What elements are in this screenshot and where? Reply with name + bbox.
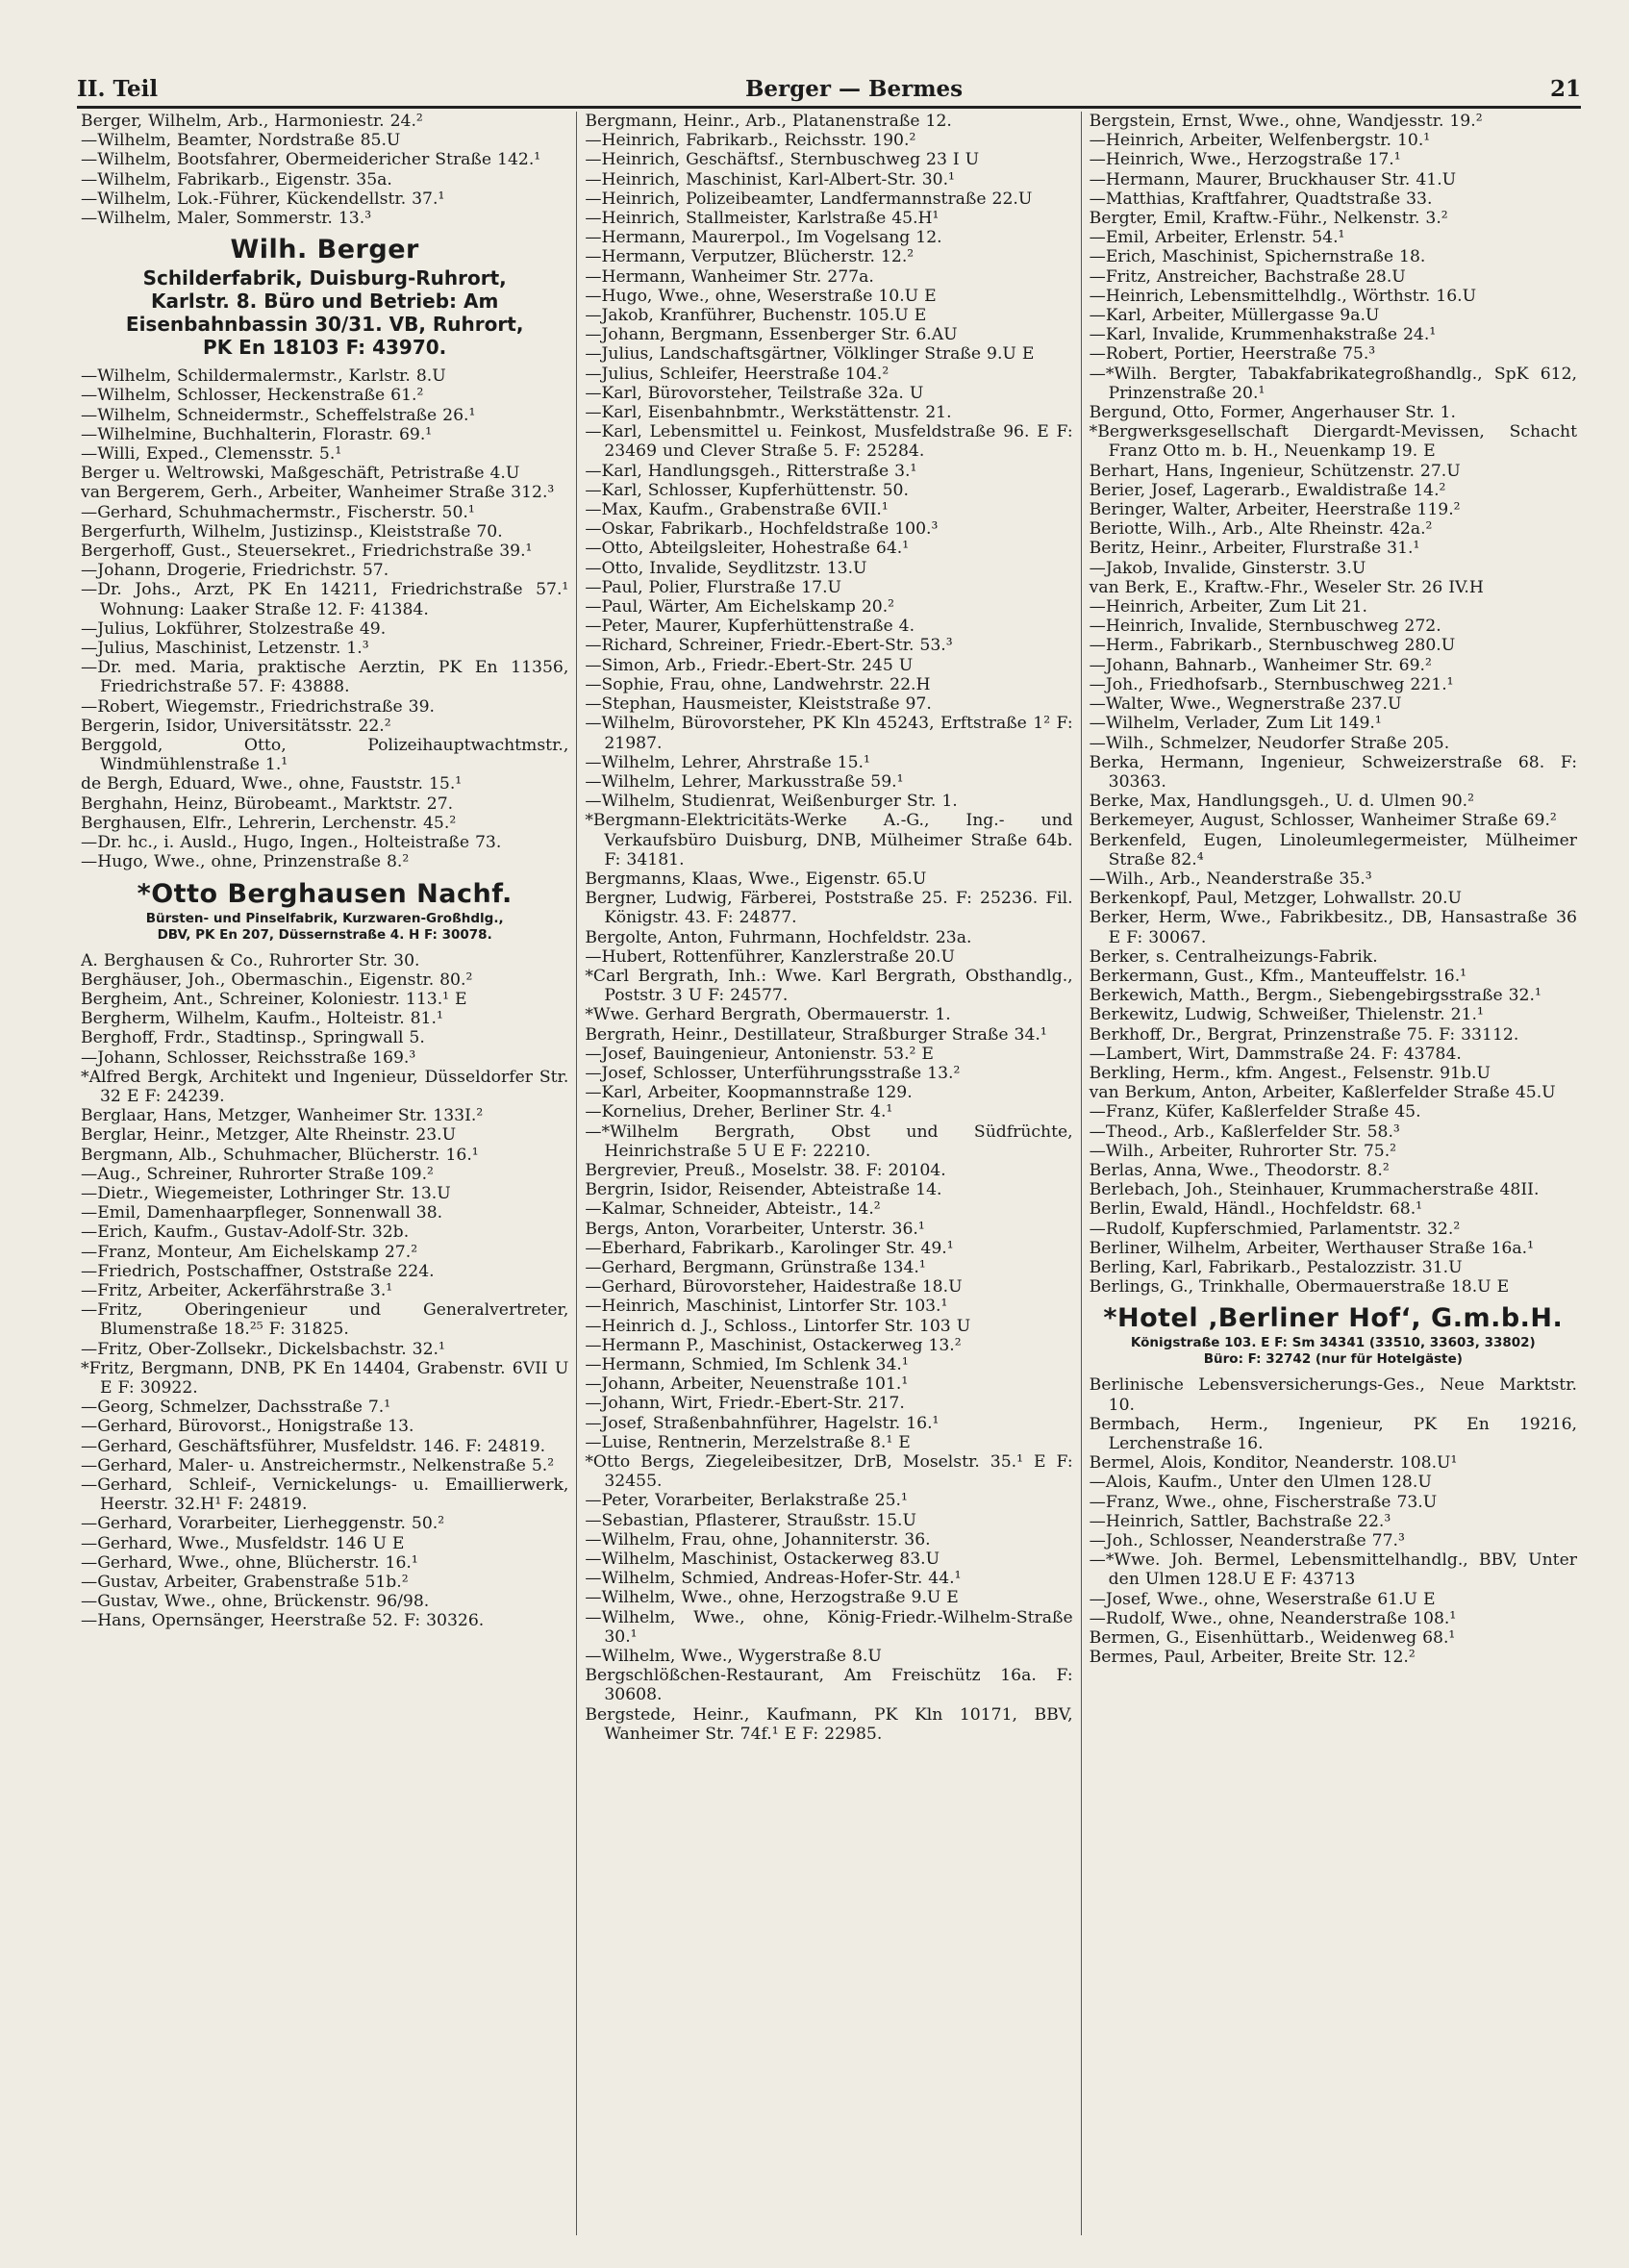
directory-entry: Bergherm, Wilhelm, Kaufm., Holteistr. 81.¹ xyxy=(81,1009,443,1029)
directory-entry: —*Wilhelm Bergrath, Obst und Südfrüchte, Heinrichstraße 5 U E F: 22210. xyxy=(585,1121,1073,1161)
directory-entry: —Karl, Eisenbahnbmtr., Werkstättenstr. 21. xyxy=(585,403,952,423)
directory-entry: —Richard, Schreiner, Friedr.-Ebert-Str. 53.³ xyxy=(585,636,953,656)
directory-entry: Bergerhoff, Gust., Steuersekret., Friedrichstraße 39.¹ xyxy=(81,542,533,562)
directory-entry: Bergmann, Heinr., Arb., Platanenstraße 12. xyxy=(585,112,952,131)
directory-entry: —Heinrich, Maschinist, Karl-Albert-Str. 30.¹ xyxy=(585,169,955,189)
directory-entry: —Heinrich, Stallmeister, Karlstraße 45.H¹ xyxy=(585,209,940,229)
directory-entry: A. Berghausen & Co., Ruhrorter Str. 30. xyxy=(81,950,420,970)
ad-line: Bürsten- und Pinselfabrik, Kurzwaren-Großhdlg., xyxy=(145,910,504,926)
directory-entry: —Wilhelm, Maler, Sommerstr. 13.³ xyxy=(81,209,372,229)
directory-entry: Berkling, Herm., kfm. Angest., Felsenstr. 91b.U xyxy=(1089,1063,1491,1083)
directory-entry: —Gerhard, Wwe., Musfeldstr. 146 U E xyxy=(81,1533,405,1553)
directory-entry: *Bergwerksgesellschaft Diergardt-Mevissen, Schacht Franz Otto m. b. H., Neuenkamp 19. E xyxy=(1089,422,1577,462)
directory-entry: —Paul, Wärter, Am Eichelskamp 20.² xyxy=(585,597,895,617)
directory-entry: —Hermann, Wanheimer Str. 277a. xyxy=(585,266,874,287)
directory-entry: Berkewich, Matth., Bergm., Siebengebirgsstraße 32.¹ xyxy=(1089,986,1541,1006)
directory-entry: —Wilhelm, Fabrikarb., Eigenstr. 35a. xyxy=(81,169,392,189)
directory-entry: —Jakob, Kranführer, Buchenstr. 105.U E xyxy=(585,306,927,326)
directory-entry: —Wilhelm, Schmied, Andreas-Hofer-Str. 44.¹ xyxy=(585,1569,962,1589)
directory-entry: —Gerhard, Wwe., ohne, Blücherstr. 16.¹ xyxy=(81,1552,418,1573)
directory-entry: —Robert, Wiegemstr., Friedrichstraße 39. xyxy=(81,696,436,717)
directory-entry: de Bergh, Eduard, Wwe., ohne, Fauststr. 15.¹ xyxy=(81,774,463,794)
directory-entry: —*Wwe. Joh. Bermel, Lebensmittelhandlg., BBV, Unter den Ulmen 128.U E F: 43713 xyxy=(1089,1550,1577,1590)
directory-entry: —Herm., Fabrikarb., Sternbuschweg 280.U xyxy=(1089,636,1456,656)
ad-line: Eisenbahnbassin 30/31. VB, Ruhrort, xyxy=(125,313,524,337)
directory-entry: —Gerhard, Bürovorst., Honigstraße 13. xyxy=(81,1417,414,1437)
directory-entry: —Wilhelm, Studienrat, Weißenburger Str. 1. xyxy=(585,792,958,812)
directory-entry: —Stephan, Hausmeister, Kleiststraße 97. xyxy=(585,694,932,715)
directory-entry: —Heinrich, Arbeiter, Welfenbergstr. 10.¹ xyxy=(1089,131,1431,151)
directory-entry: —Lambert, Wirt, Dammstraße 24. F: 43784. xyxy=(1089,1044,1462,1064)
directory-entry: —Peter, Maurer, Kupferhüttenstraße 4. xyxy=(585,617,915,637)
directory-entry: Berghausen, Elfr., Lehrerin, Lerchenstr. 45.² xyxy=(81,813,457,833)
ad-line: Königstraße 103. E F: Sm 34341 (33510, 33603, 33802) xyxy=(1130,1335,1536,1351)
directory-entry: —Rudolf, Wwe., ohne, Neanderstraße 108.¹ xyxy=(1089,1608,1457,1628)
directory-entry: —Hugo, Wwe., ohne, Weserstraße 10.U E xyxy=(585,286,937,306)
directory-entry: Bergrevier, Preuß., Moselstr. 38. F: 20104. xyxy=(585,1160,946,1180)
directory-entry: —Peter, Vorarbeiter, Berlakstraße 25.¹ xyxy=(585,1491,908,1511)
directory-entry: —Willi, Exped., Clemensstr. 5.¹ xyxy=(81,444,342,465)
directory-entry: Berghoff, Frdr., Stadtinsp., Springwall 5. xyxy=(81,1028,425,1048)
directory-entry: —Alois, Kaufm., Unter den Ulmen 128.U xyxy=(1089,1473,1432,1493)
directory-entry: —Dietr., Wiegemeister, Lothringer Str. 13.U xyxy=(81,1183,451,1203)
ad-line: Büro: F: 32742 (nur für Hotelgäste) xyxy=(1203,1351,1463,1368)
directory-entry: —Wilh., Arb., Neanderstraße 35.³ xyxy=(1089,869,1372,889)
directory-entry: —Heinrich, Geschäftsf., Sternbuschweg 23 I U xyxy=(585,150,980,170)
directory-entry: —Heinrich d. J., Schloss., Lintorfer Str. 103 U xyxy=(585,1316,971,1336)
directory-entry: —Rudolf, Kupferschmied, Parlamentstr. 32.² xyxy=(1089,1219,1461,1239)
directory-entry: —Gerhard, Schuhmachermstr., Fischerstr. 50.¹ xyxy=(81,502,475,522)
page-header xyxy=(77,67,1581,109)
column-1 xyxy=(81,112,576,2235)
directory-entry: Berliner, Wilhelm, Arbeiter, Werthauser Straße 16a.¹ xyxy=(1089,1238,1534,1258)
advertisement-hotel-berliner-hof xyxy=(1090,1302,1577,1368)
directory-entry: Beritz, Heinr., Arbeiter, Flurstraße 31.¹ xyxy=(1089,539,1420,559)
directory-entry: —Wilhelm, Wwe., ohne, König-Friedr.-Wilhelm-Straße 30.¹ xyxy=(585,1607,1073,1647)
ad-title: Wilh. Berger xyxy=(230,235,419,265)
directory-entry: —Dr. Johs., Arzt, PK En 14211, Friedrichstraße 57.¹ Wohnung: Laaker Straße 12. F: 41384. xyxy=(81,580,569,619)
directory-entry: —Heinrich, Sattler, Bachstraße 22.³ xyxy=(1089,1511,1391,1531)
directory-entry: —Gerhard, Vorarbeiter, Lierheggenstr. 50.² xyxy=(81,1514,445,1534)
directory-entry: Bergstein, Ernst, Wwe., ohne, Wandjesstr. 19.² xyxy=(1089,112,1483,131)
directory-entry: —Josef, Schlosser, Unterführungsstraße 13.² xyxy=(585,1063,961,1083)
directory-entry: Berglar, Heinr., Metzger, Alte Rheinstr. 23.U xyxy=(81,1125,457,1146)
directory-entry: Berggold, Otto, Polizeihauptwachtmstr., Windmühlenstraße 1.¹ xyxy=(81,736,569,775)
directory-entry: —Oskar, Fabrikarb., Hochfeldstraße 100.³ xyxy=(585,519,939,540)
directory-entry: —Wilhelm, Beamter, Nordstraße 85.U xyxy=(81,131,401,151)
directory-entry: —Robert, Portier, Heerstraße 75.³ xyxy=(1089,344,1376,365)
directory-entry: —Hermann, Schmied, Im Schlenk 34.¹ xyxy=(585,1355,909,1374)
directory-entry: Berker, s. Centralheizungs-Fabrik. xyxy=(1089,946,1378,967)
directory-entry: —Heinrich, Invalide, Sternbuschweg 272. xyxy=(1089,617,1441,637)
directory-entry: —Joh., Schlosser, Neanderstraße 77.³ xyxy=(1089,1531,1405,1551)
directory-entry: —Fritz, Oberingenieur und Generalvertreter, Blumenstraße 18.²⁵ F: 31825. xyxy=(81,1300,569,1340)
directory-entry: Berghäuser, Joh., Obermaschin., Eigenstr. 80.² xyxy=(81,970,473,990)
directory-entry: —Josef, Straßenbahnführer, Hagelstr. 16.¹ xyxy=(585,1413,940,1433)
directory-entry: —Eberhard, Fabrikarb., Karolinger Str. 49.¹ xyxy=(585,1238,954,1258)
directory-entry: —Josef, Wwe., ohne, Weserstraße 61.U E xyxy=(1089,1589,1436,1609)
directory-entry: —Wilhelm, Bürovorsteher, PK Kln 45243, Erftstraße 1² F: 21987. xyxy=(585,714,1073,753)
directory-entry: Bermel, Alois, Konditor, Neanderstr. 108.U¹ xyxy=(1089,1453,1458,1474)
column-2 xyxy=(576,112,1080,2235)
directory-entry: —Theod., Arb., Kaßlerfelder Str. 58.³ xyxy=(1089,1121,1400,1142)
directory-entry: —Julius, Lokführer, Stolzestraße 49. xyxy=(81,618,387,639)
directory-entry: —Wilhelm, Schneidermstr., Scheffelstraße 26.¹ xyxy=(81,405,476,425)
running-title: Berger — Bermes xyxy=(744,76,964,102)
directory-entry: —Aug., Schreiner, Ruhrorter Straße 109.² xyxy=(81,1164,434,1184)
advertisement-wilh-berger xyxy=(81,234,568,359)
directory-entry: —Wilh., Arbeiter, Ruhrorter Str. 75.² xyxy=(1089,1141,1397,1161)
directory-entry: —Johann, Schlosser, Reichsstraße 169.³ xyxy=(81,1047,416,1068)
directory-entry: Berkhoff, Dr., Bergrat, Prinzenstraße 75. F: 33112. xyxy=(1089,1024,1519,1045)
directory-entry: —Wilhelm, Wwe., Wygerstraße 8.U xyxy=(585,1647,882,1667)
directory-entry: —Hermann P., Maschinist, Ostackerweg 13.² xyxy=(585,1335,962,1355)
directory-entry: Bergs, Anton, Vorarbeiter, Unterstr. 36.¹ xyxy=(585,1219,925,1239)
directory-entry: Berger, Wilhelm, Arb., Harmoniestr. 24.² xyxy=(81,112,423,131)
directory-entry: Berlas, Anna, Wwe., Theodorstr. 8.² xyxy=(1089,1160,1390,1180)
directory-entry: —Erich, Maschinist, Spichernstraße 18. xyxy=(1089,247,1426,267)
directory-entry: Bergner, Ludwig, Färberei, Poststraße 25. F: 25236. Fil. Königstr. 43. F: 24877. xyxy=(585,889,1073,928)
directory-entry: Bergrath, Heinr., Destillateur, Straßburger Straße 34.¹ xyxy=(585,1024,1047,1045)
directory-entry: Berkenfeld, Eugen, Linoleumlegermeister, Mülheimer Straße 82.⁴ xyxy=(1089,830,1577,869)
directory-entry: Berier, Josef, Lagerarb., Ewaldistraße 14.² xyxy=(1089,480,1446,500)
directory-entry: —Franz, Küfer, Kaßlerfelder Straße 45. xyxy=(1089,1102,1421,1122)
directory-entry: Bergmanns, Klaas, Wwe., Eigenstr. 65.U xyxy=(585,869,927,889)
directory-entry: —Luise, Rentnerin, Merzelstraße 8.¹ E xyxy=(585,1432,911,1452)
directory-entry: Berka, Hermann, Ingenieur, Schweizerstraße 68. F: 30363. xyxy=(1089,752,1577,792)
directory-entry: —Heinrich, Fabrikarb., Reichsstr. 190.² xyxy=(585,131,916,151)
directory-entry: —Heinrich, Maschinist, Lintorfer Str. 103.¹ xyxy=(585,1297,948,1317)
directory-entry: —Wilhelm, Maschinist, Ostackerweg 83.U xyxy=(585,1550,940,1570)
directory-entry: —Dr. med. Maria, praktische Aerztin, PK En 11356, Friedrichstraße 57. F: 43888. xyxy=(81,658,569,697)
ad-title: *Hotel ‚Berliner Hof‘, G.m.b.H. xyxy=(1103,1303,1564,1334)
directory-entry: *Otto Bergs, Ziegeleibesitzer, DrB, Moselstr. 35.¹ E F: 32455. xyxy=(585,1452,1073,1492)
directory-entry: —Hermann, Maurerpol., Im Vogelsang 12. xyxy=(585,228,942,248)
directory-entry: —Hermann, Verputzer, Blücherstr. 12.² xyxy=(585,247,915,267)
advertisement-otto-berghausen xyxy=(81,878,568,944)
ad-line: PK En 18103 F: 43970. xyxy=(203,336,447,360)
directory-entry: —*Wilh. Bergter, Tabakfabrikategroßhandlg., SpK 612, Prinzenstraße 20.¹ xyxy=(1089,364,1577,403)
directory-entry: —Wilh., Schmelzer, Neudorfer Straße 205. xyxy=(1089,733,1450,753)
directory-entry: —Kalmar, Schneider, Abteistr., 14.² xyxy=(585,1199,881,1220)
directory-entry: —Joh., Friedhofsarb., Sternbuschweg 221.¹ xyxy=(1089,674,1454,694)
directory-entry: —Julius, Maschinist, Letzenstr. 1.³ xyxy=(81,639,369,659)
page-number: 21 xyxy=(1549,76,1581,102)
directory-entry: Berkenkopf, Paul, Metzger, Lohwallstr. 20.U xyxy=(1089,889,1463,909)
directory-entry: —Gerhard, Schleif-, Vernickelungs- u. Emaillierwerk, Heerstr. 32.H¹ F: 24819. xyxy=(81,1474,569,1515)
directory-entry: —Max, Kaufm., Grabenstraße 6VII.¹ xyxy=(585,500,889,520)
directory-entry: —Johann, Bergmann, Essenberger Str. 6.AU xyxy=(585,325,958,345)
directory-entry: —Wilhelm, Schildermalermstr., Karlstr. 8.U xyxy=(81,366,446,387)
directory-entry: Bergrin, Isidor, Reisender, Abteistraße 14. xyxy=(585,1180,942,1200)
directory-entry: Berhart, Hans, Ingenieur, Schützenstr. 27.U xyxy=(1089,461,1461,481)
directory-entry: van Bergerem, Gerh., Arbeiter, Wanheimer Straße 312.³ xyxy=(81,483,555,503)
directory-entry: Berker, Herm, Wwe., Fabrikbesitz., DB, Hansastraße 36 E F: 30067. xyxy=(1089,908,1577,947)
ad-line: Schilderfabrik, Duisburg-Ruhrort, xyxy=(142,266,507,290)
directory-entry: —Karl, Invalide, Krummenhakstraße 24.¹ xyxy=(1089,325,1437,345)
directory-entry: —Josef, Bauingenieur, Antonienstr. 53.² E xyxy=(585,1044,934,1064)
directory-columns xyxy=(81,112,1585,2235)
directory-entry: —Hugo, Wwe., ohne, Prinzenstraße 8.² xyxy=(81,852,410,872)
directory-entry: Berkewitz, Ludwig, Schweißer, Thielenstr. 21.¹ xyxy=(1089,1005,1484,1025)
directory-entry: —Sebastian, Pflasterer, Straußstr. 15.U xyxy=(585,1510,916,1530)
directory-entry: —Franz, Monteur, Am Eichelskamp 27.² xyxy=(81,1242,418,1262)
ad-line: Karlstr. 8. Büro und Betrieb: Am xyxy=(151,290,499,314)
directory-entry: Berke, Max, Handlungsgeh., U. d. Ulmen 90.² xyxy=(1089,792,1475,812)
directory-entry: —Kornelius, Dreher, Berliner Str. 4.¹ xyxy=(585,1102,893,1122)
directory-entry: —Karl, Arbeiter, Koopmannstraße 129. xyxy=(585,1083,913,1103)
directory-entry: —Fritz, Arbeiter, Ackerfährstraße 3.¹ xyxy=(81,1280,393,1300)
directory-entry: —Julius, Schleifer, Heerstraße 104.² xyxy=(585,364,890,384)
directory-entry: Berghahn, Heinz, Bürobeamt., Marktstr. 27. xyxy=(81,794,454,814)
directory-entry: van Berkum, Anton, Arbeiter, Kaßlerfelder Straße 45.U xyxy=(1089,1083,1556,1103)
directory-entry: —Heinrich, Lebensmittelhdlg., Wörthstr. 16.U xyxy=(1089,286,1477,306)
directory-entry: Bergschlößchen-Restaurant, Am Freischütz 16a. F: 30608. xyxy=(585,1666,1073,1705)
directory-entry: —Karl, Schlosser, Kupferhüttenstr. 50. xyxy=(585,480,909,500)
directory-entry: —Matthias, Kraftfahrer, Quadtstraße 33. xyxy=(1089,189,1433,209)
directory-entry: —Emil, Arbeiter, Erlenstr. 54.¹ xyxy=(1089,228,1345,248)
directory-entry: —Wilhelm, Schlosser, Heckenstraße 61.² xyxy=(81,386,424,406)
directory-entry: —Hermann, Maurer, Bruckhauser Str. 41.U xyxy=(1089,169,1457,189)
directory-entry: —Johann, Drogerie, Friedrichstr. 57. xyxy=(81,561,389,581)
directory-entry: Bermbach, Herm., Ingenieur, PK En 19216, Lerchenstraße 16. xyxy=(1089,1414,1577,1453)
directory-entry: —Dr. hc., i. Ausld., Hugo, Ingen., Holteistraße 73. xyxy=(81,833,502,853)
directory-entry: —Sophie, Frau, ohne, Landwehrstr. 22.H xyxy=(585,674,931,694)
directory-entry: Bergerin, Isidor, Universitätsstr. 22.² xyxy=(81,716,391,736)
directory-entry: Bermen, G., Eisenhüttarb., Weidenweg 68.¹ xyxy=(1089,1628,1456,1649)
directory-entry: —Wilhelm, Frau, ohne, Johanniterstr. 36. xyxy=(585,1529,931,1550)
directory-entry: —Heinrich, Wwe., Herzogstraße 17.¹ xyxy=(1089,150,1401,170)
directory-entry: —Franz, Wwe., ohne, Fischerstraße 73.U xyxy=(1089,1492,1438,1512)
directory-entry: Berkermann, Gust., Kfm., Manteuffelstr. 16.¹ xyxy=(1089,966,1467,986)
column-3 xyxy=(1081,112,1585,2235)
directory-entry: —Wilhelm, Wwe., ohne, Herzogstraße 9.U E xyxy=(585,1588,959,1608)
directory-entry: —Simon, Arb., Friedr.-Ebert-Str. 245 U xyxy=(585,655,914,675)
directory-entry: —Walter, Wwe., Wegnerstraße 237.U xyxy=(1089,694,1402,715)
directory-entry: —Jakob, Invalide, Ginsterstr. 3.U xyxy=(1089,558,1366,578)
directory-entry: —Gerhard, Maler- u. Anstreichermstr., Nelkenstraße 5.² xyxy=(81,1455,555,1475)
directory-entry: Bergmann, Alb., Schuhmacher, Blücherstr. 16.¹ xyxy=(81,1145,479,1165)
directory-entry: —Hubert, Rottenführer, Kanzlerstraße 20.U xyxy=(585,946,956,967)
directory-entry: Bergund, Otto, Former, Angerhauser Str. 1. xyxy=(1089,403,1456,423)
directory-entry: Berlin, Ewald, Händl., Hochfeldstr. 68.¹ xyxy=(1089,1199,1423,1220)
directory-entry: —Wilhelm, Verlader, Zum Lit 149.¹ xyxy=(1089,714,1382,734)
directory-entry: *Carl Bergrath, Inh.: Wwe. Karl Bergrath, Obsthandlg., Poststr. 3 U F: 24577. xyxy=(585,966,1073,1006)
directory-entry: Berlinische Lebensversicherungs-Ges., Neue Marktstr. 10. xyxy=(1089,1375,1577,1415)
directory-entry: van Berk, E., Kraftw.-Fhr., Weseler Str. 26 IV.H xyxy=(1089,577,1484,597)
directory-entry: —Otto, Invalide, Seydlitzstr. 13.U xyxy=(585,558,867,578)
directory-entry: *Fritz, Bergmann, DNB, PK En 14404, Grabenstr. 6VII U E F: 30922. xyxy=(81,1358,569,1398)
directory-entry: Beringer, Walter, Arbeiter, Heerstraße 119.² xyxy=(1089,500,1461,520)
directory-entry: —Heinrich, Polizeibeamter, Landfermannstraße 22.U xyxy=(585,189,1033,209)
directory-entry: Berlings, G., Trinkhalle, Obermauerstraße 18.U E xyxy=(1089,1277,1510,1298)
directory-entry: —Wilhelm, Lehrer, Markusstraße 59.¹ xyxy=(585,771,904,792)
directory-entry: —Johann, Wirt, Friedr.-Ebert-Str. 217. xyxy=(585,1394,905,1414)
directory-entry: —Karl, Arbeiter, Müllergasse 9a.U xyxy=(1089,306,1380,326)
directory-entry: —Johann, Bahnarb., Wanheimer Str. 69.² xyxy=(1089,655,1432,675)
directory-entry: —Paul, Polier, Flurstraße 17.U xyxy=(585,577,842,597)
directory-entry: Bergheim, Ant., Schreiner, Koloniestr. 113.¹ E xyxy=(81,989,467,1009)
directory-entry: —Emil, Damenhaarpfleger, Sonnenwall 38. xyxy=(81,1203,443,1223)
directory-entry: Bergter, Emil, Kraftw.-Führ., Nelkenstr. 3.² xyxy=(1089,209,1448,229)
directory-entry: Berger u. Weltrowski, Maßgeschäft, Petristraße 4.U xyxy=(81,464,520,484)
directory-entry: —Gustav, Wwe., ohne, Brückenstr. 96/98. xyxy=(81,1592,430,1612)
directory-entry: *Bergmann-Elektricitäts-Werke A.-G., Ing.- und Verkaufsbüro Duisburg, DNB, Mülheimer Straße 64b. F: 34181. xyxy=(585,811,1073,869)
directory-entry: —Karl, Bürovorsteher, Teilstraße 32a. U xyxy=(585,383,924,403)
directory-entry: *Alfred Bergk, Architekt und Ingenieur, Düsseldorfer Str. 32 E F: 24239. xyxy=(81,1067,569,1106)
directory-entry: —Heinrich, Arbeiter, Zum Lit 21. xyxy=(1089,597,1367,617)
directory-entry: *Wwe. Gerhard Bergrath, Obermauerstr. 1. xyxy=(585,1005,951,1025)
section-label: II. Teil xyxy=(77,76,159,102)
directory-entry: Berglaar, Hans, Metzger, Wanheimer Str. 133I.² xyxy=(81,1106,484,1126)
directory-entry: —Friedrich, Postschaffner, Oststraße 224. xyxy=(81,1261,435,1281)
directory-entry: —Gerhard, Geschäftsführer, Musfeldstr. 146. F: 24819. xyxy=(81,1436,546,1456)
directory-entry: —Karl, Handlungsgeh., Ritterstraße 3.¹ xyxy=(585,461,917,481)
directory-entry: —Gerhard, Bürovorsteher, Haidestraße 18.U xyxy=(585,1277,963,1298)
directory-entry: —Wilhelmine, Buchhalterin, Florastr. 69.¹ xyxy=(81,424,433,444)
ad-line: DBV, PK En 207, Düssernstraße 4. H F: 30078. xyxy=(157,926,492,943)
directory-entry: —Otto, Abteilgsleiter, Hohestraße 64.¹ xyxy=(585,539,910,559)
directory-entry: —Julius, Landschaftsgärtner, Völklinger Straße 9.U E xyxy=(585,344,1035,365)
directory-entry: —Karl, Lebensmittel u. Feinkost, Musfeldstraße 96. E F: 23469 und Clever Straße 5. F: 25284. xyxy=(585,422,1073,462)
directory-entry: —Georg, Schmelzer, Dachsstraße 7.¹ xyxy=(81,1398,391,1418)
directory-entry: —Johann, Arbeiter, Neuenstraße 101.¹ xyxy=(585,1374,909,1395)
directory-entry: Bergstede, Heinr., Kaufmann, PK Kln 10171, BBV, Wanheimer Str. 74f.¹ E F: 22985. xyxy=(585,1704,1073,1744)
directory-entry: —Wilhelm, Lehrer, Ahrstraße 15.¹ xyxy=(585,752,870,772)
directory-entry: —Wilhelm, Lok.-Führer, Kückendellstr. 37.¹ xyxy=(81,189,445,209)
directory-entry: Berlebach, Joh., Steinhauer, Krummacherstraße 48II. xyxy=(1089,1180,1540,1200)
directory-entry: Bergerfurth, Wilhelm, Justizinsp., Kleiststraße 70. xyxy=(81,521,503,542)
directory-entry: —Hans, Opernsänger, Heerstraße 52. F: 30326. xyxy=(81,1611,485,1631)
directory-entry: Bergolte, Anton, Fuhrmann, Hochfeldstr. 23a. xyxy=(585,927,972,947)
directory-entry: Berkemeyer, August, Schlosser, Wanheimer Straße 69.² xyxy=(1089,811,1557,831)
directory-entry: —Fritz, Anstreicher, Bachstraße 28.U xyxy=(1089,266,1406,287)
directory-entry: —Gerhard, Bergmann, Grünstraße 134.¹ xyxy=(585,1257,926,1277)
directory-entry: Bermes, Paul, Arbeiter, Breite Str. 12.² xyxy=(1089,1648,1416,1668)
ad-title: *Otto Berghausen Nachf. xyxy=(137,878,513,909)
directory-entry: —Fritz, Ober-Zollsekr., Dickelsbachstr. 32.¹ xyxy=(81,1339,445,1359)
directory-entry: Beriotte, Wilh., Arb., Alte Rheinstr. 42a.² xyxy=(1089,519,1433,540)
directory-entry: —Gustav, Arbeiter, Grabenstraße 51b.² xyxy=(81,1573,409,1592)
directory-entry: Berling, Karl, Fabrikarb., Pestalozzistr. 31.U xyxy=(1089,1257,1463,1277)
directory-entry: —Erich, Kaufm., Gustav-Adolf-Str. 32b. xyxy=(81,1222,410,1243)
directory-entry: —Wilhelm, Bootsfahrer, Obermeidericher Straße 142.¹ xyxy=(81,150,541,170)
